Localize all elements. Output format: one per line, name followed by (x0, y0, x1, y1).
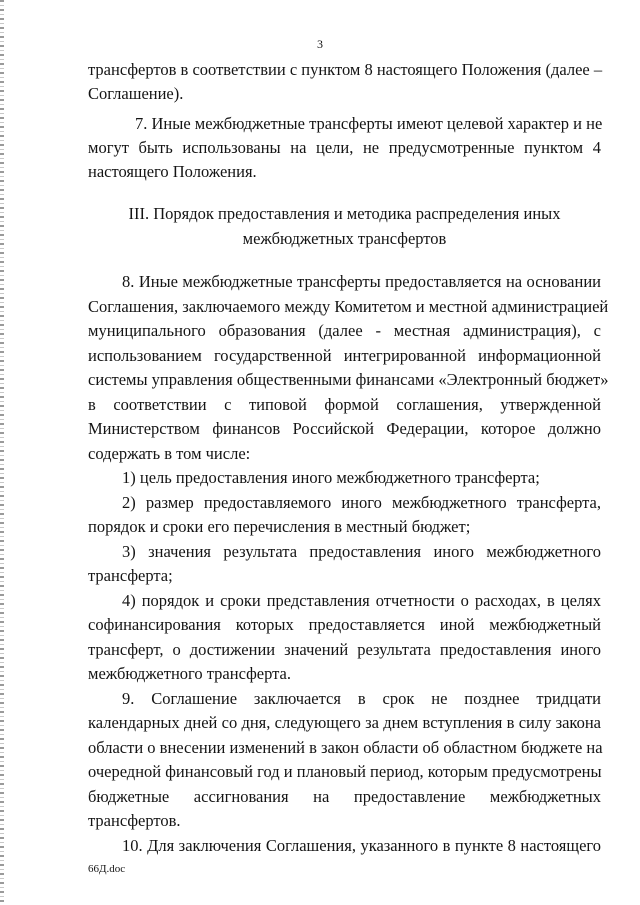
list-item: 1) цель предоставления иного межбюджетного трансферта; (122, 468, 540, 487)
list-item: 3) значения результата предоставления иного межбюджетного (122, 542, 601, 561)
text-line: могут быть использованы на цели, не предусмотренные пунктом 4 (88, 138, 601, 157)
text-line: содержать в том числе: (88, 444, 251, 463)
text-line: области о внесении изменений в закон области об областном бюджете на (88, 738, 603, 757)
text-line: использованием государственной интегрированной информационной (88, 346, 601, 365)
text-line: настоящего Положения. (88, 162, 257, 181)
list-item: 2) размер предоставляемого иного межбюджетного трансферта, (122, 493, 601, 512)
text-line: 8. Иные межбюджетные трансферты предоставляется на основании (122, 272, 601, 291)
text-line: муниципального образования (далее - местная администрация), с (88, 321, 601, 340)
text-line: трансферта; (88, 566, 173, 585)
text-line: трансфертов в соответствии с пунктом 8 настоящего Положения (далее – (88, 60, 603, 79)
page-number: 3 (317, 37, 323, 51)
text-line: Соглашение). (88, 84, 184, 103)
text-line: Министерством финансов Российской Федерации, которое должно (88, 419, 601, 438)
text-line: трансфертов. (88, 811, 181, 830)
file-name-footer: 66Д.doc (88, 863, 126, 875)
text-line: календарных дней со дня, следующего за днем вступления в силу закона (88, 713, 601, 732)
text-line: очередной финансовый год и плановый период, которым предусмотрены (88, 762, 602, 781)
text-line: трансферт, о достижении значений результата предоставления иного (88, 640, 601, 659)
text-line: в соответствии с типовой формой соглашения, утвержденной (88, 395, 601, 414)
section-heading: III. Порядок предоставления и методика распределения иных (128, 204, 561, 223)
scan-edge (0, 0, 4, 905)
section-heading: межбюджетных трансфертов (242, 229, 447, 248)
text-line: 10. Для заключения Соглашения, указанного в пункте 8 настоящего (122, 836, 601, 855)
text-line: системы управления общественными финансами «Электронный бюджет» (88, 370, 609, 389)
text-line: бюджетные ассигнования на предоставление межбюджетных (88, 787, 601, 806)
text-line: межбюджетного трансферта. (88, 664, 292, 683)
text-line: 7. Иные межбюджетные трансферты имеют целевой характер и не (135, 114, 603, 133)
list-item: 4) порядок и сроки представления отчетности о расходах, в целях (122, 591, 601, 610)
text-line: Соглашения, заключаемого между Комитетом и местной администрацией (88, 297, 609, 316)
text-line: 9. Соглашение заключается в срок не позднее тридцати (122, 689, 601, 708)
text-line: софинансирования которых предоставляется иной межбюджетный (88, 615, 601, 634)
text-line: порядок и сроки его перечисления в местный бюджет; (88, 517, 471, 536)
